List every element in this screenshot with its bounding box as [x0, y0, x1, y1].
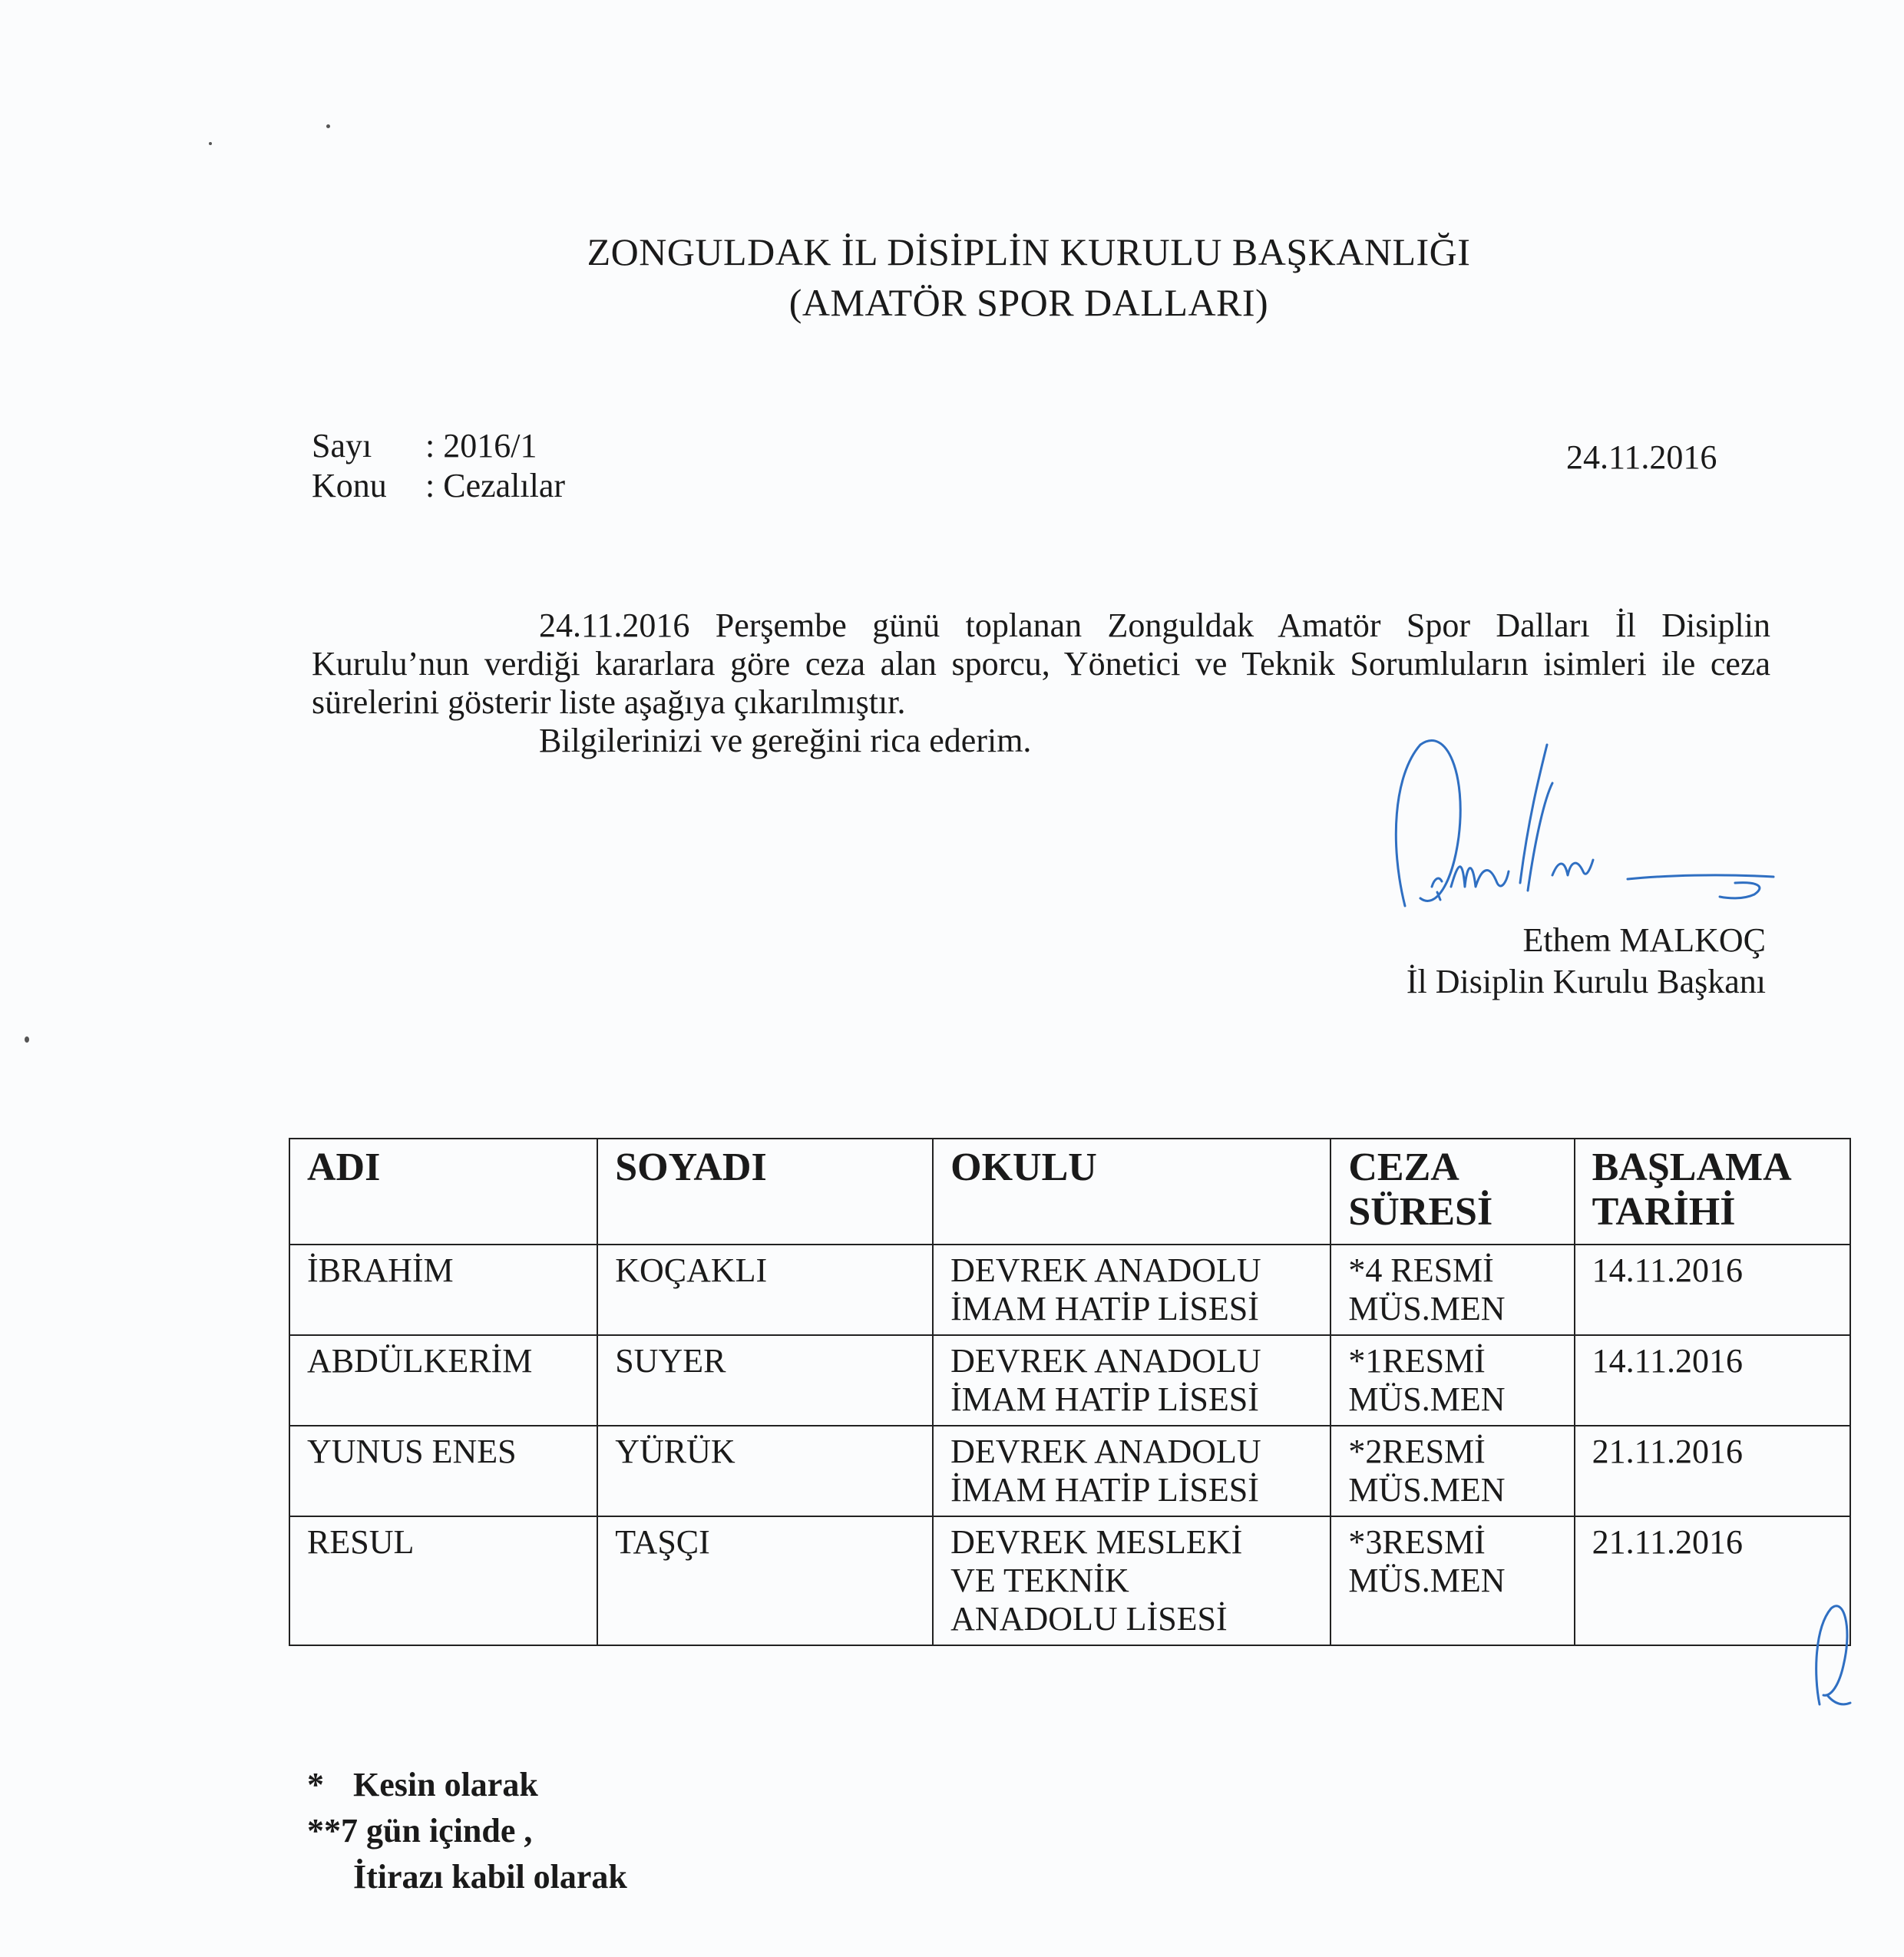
- cell-okulu: [933, 1335, 1330, 1426]
- cell-ceza: [1330, 1516, 1574, 1645]
- konu-value: : Cezalılar: [425, 467, 566, 504]
- ceza-line: MÜS.MEN: [1348, 1471, 1506, 1509]
- okulu-line: İMAM HATİP LİSESİ: [950, 1471, 1259, 1509]
- footnote-1: [307, 1762, 627, 1808]
- signature-strokes: [1396, 741, 1773, 906]
- cell-adi: ABDÜLKERİM: [289, 1335, 597, 1426]
- cell-adi: RESUL: [289, 1516, 597, 1645]
- header-ceza-line-2: SÜRESİ: [1348, 1190, 1493, 1234]
- cell-okulu: [933, 1516, 1330, 1645]
- konu-row: [312, 466, 565, 506]
- cell-soyadi: YÜRÜK: [597, 1426, 933, 1516]
- table-row: [289, 1426, 1850, 1516]
- header-baslama-tarihi: [1575, 1139, 1850, 1245]
- footnotes: [307, 1762, 627, 1900]
- header-adi: ADI: [289, 1139, 597, 1245]
- sayi-value: : 2016/1: [425, 427, 537, 464]
- cell-adi: YUNUS ENES: [289, 1426, 597, 1516]
- cell-tarih: 21.11.2016: [1575, 1516, 1850, 1645]
- ceza-line: *1RESMİ: [1348, 1342, 1486, 1380]
- cell-ceza: [1330, 1426, 1574, 1516]
- header-soyadi: SOYADI: [597, 1139, 933, 1245]
- cell-adi: İBRAHİM: [289, 1245, 597, 1335]
- table-row: [289, 1245, 1850, 1335]
- document-title: [0, 226, 1904, 328]
- okulu-line: İMAM HATİP LİSESİ: [950, 1290, 1259, 1327]
- reference-block: [312, 426, 565, 506]
- ceza-line: MÜS.MEN: [1348, 1380, 1506, 1418]
- cell-soyadi: SUYER: [597, 1335, 933, 1426]
- initial-mark: [1797, 1597, 1858, 1712]
- ceza-line: *2RESMİ: [1348, 1433, 1486, 1470]
- okulu-line: DEVREK ANADOLU: [950, 1251, 1261, 1289]
- okulu-line: ANADOLU LİSESİ: [950, 1600, 1228, 1638]
- header-baslama-line-2: TARİHİ: [1592, 1190, 1736, 1234]
- okulu-line: DEVREK ANADOLU: [950, 1342, 1261, 1380]
- signature: [1374, 729, 1804, 944]
- cell-soyadi: TAŞÇI: [597, 1516, 933, 1645]
- footnote-1-text: Kesin olarak: [353, 1766, 538, 1803]
- document-date: 24.11.2016: [1566, 438, 1717, 476]
- cell-ceza: [1330, 1335, 1574, 1426]
- cell-okulu: [933, 1245, 1330, 1335]
- table-header-row: [289, 1139, 1850, 1245]
- footnote-star: *: [307, 1766, 324, 1803]
- footnote-3: İtirazı kabil olarak: [353, 1858, 627, 1896]
- cell-okulu: [933, 1426, 1330, 1516]
- cell-tarih: 21.11.2016: [1575, 1426, 1850, 1516]
- header-ceza-line-1: CEZA: [1348, 1145, 1459, 1189]
- sayi-label: Sayı: [312, 427, 372, 464]
- okulu-line: DEVREK MESLEKİ: [950, 1523, 1243, 1561]
- body-paragraph: 24.11.2016 Perşembe günü toplanan Zonguldak Amatör Spor Dalları İl Disiplin Kurulu’nun verdiği kararlara göre ceza alan sporcu, Yönetici ve Teknik Sorumluların isimleri ile ceza sürelerini gösterir liste aşağıya çıkarılmıştır.: [312, 607, 1770, 721]
- table-row: [289, 1335, 1850, 1426]
- title-line-2: (AMATÖR SPOR DALLARI): [788, 281, 1269, 324]
- footnote-2: **7 gün içinde ,: [307, 1812, 533, 1850]
- ceza-line: MÜS.MEN: [1348, 1290, 1506, 1327]
- konu-label: Konu: [312, 467, 387, 504]
- initial-stroke: [1816, 1606, 1850, 1704]
- header-okulu: OKULU: [933, 1139, 1330, 1245]
- okulu-line: İMAM HATİP LİSESİ: [950, 1380, 1259, 1418]
- sayi-row: [312, 426, 565, 466]
- table-row: [289, 1516, 1850, 1645]
- cell-tarih: 14.11.2016: [1575, 1245, 1850, 1335]
- scan-speck: [25, 1036, 29, 1043]
- cell-ceza: [1330, 1245, 1574, 1335]
- header-baslama-line-1: BAŞLAMA: [1592, 1145, 1792, 1189]
- ceza-line: *4 RESMİ: [1348, 1251, 1494, 1289]
- okulu-line: DEVREK ANADOLU: [950, 1433, 1261, 1470]
- okulu-line: VE TEKNİK: [950, 1562, 1129, 1599]
- ceza-line: MÜS.MEN: [1348, 1562, 1506, 1599]
- scan-speck: [326, 124, 330, 128]
- closing-line: Bilgilerinizi ve gereğini rica ederim.: [539, 722, 1032, 759]
- ceza-line: *3RESMİ: [1348, 1523, 1486, 1561]
- penalty-table: [289, 1138, 1851, 1646]
- signer-name: Ethem MALKOÇ: [1522, 921, 1766, 959]
- signer-block: [1305, 920, 1766, 1003]
- header-ceza-suresi: [1330, 1139, 1574, 1245]
- title-line-1: ZONGULDAK İL DİSİPLİN KURULU BAŞKANLIĞI: [587, 230, 1471, 273]
- signer-title: İl Disiplin Kurulu Başkanı: [1406, 963, 1766, 1000]
- cell-tarih: 14.11.2016: [1575, 1335, 1850, 1426]
- scan-speck: [209, 142, 212, 145]
- cell-soyadi: KOÇAKLI: [597, 1245, 933, 1335]
